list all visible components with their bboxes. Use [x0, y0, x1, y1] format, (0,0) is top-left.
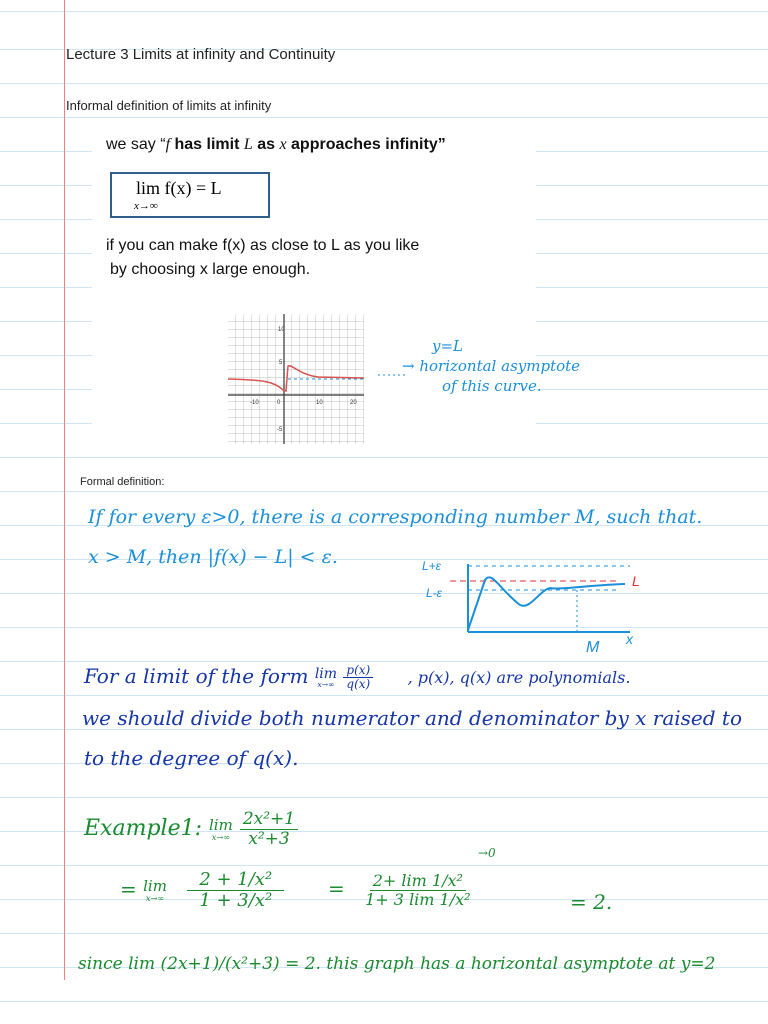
informal-definition-image	[92, 124, 536, 454]
example-step-2: = $\frac{\text{2+ lim 1/x²}}{\text{1+ 3 lim 1/x²}}$	[328, 871, 471, 909]
example-result: = 2.	[570, 890, 613, 914]
svg-text:10: 10	[278, 327, 285, 333]
margin-line	[64, 0, 65, 980]
formal-line-2: x > M, then |f(x) − L| < ε.	[88, 546, 338, 568]
page-title: Lecture 3 Limits at infinity and Continuity	[66, 46, 336, 63]
rational-line-3: to the degree of q(x).	[84, 746, 299, 770]
svg-text:x: x	[626, 631, 633, 647]
svg-text:10: 10	[316, 400, 323, 406]
svg-text:L: L	[632, 573, 640, 589]
condition-text: if you can make f(x) as close to L as you like by choosing x large enough.	[106, 237, 420, 278]
asymptote-graph	[228, 314, 364, 444]
section-heading-formal: Formal definition:	[80, 476, 165, 488]
section-heading-informal: Informal definition of limits at infinity	[66, 98, 272, 113]
svg-text:0: 0	[277, 400, 281, 406]
svg-text:-10: -10	[250, 400, 259, 406]
statement: we say “f has limit L as x approaches infinity”	[106, 136, 446, 153]
svg-text:L-ε: L-ε	[426, 586, 442, 600]
zero-annotation: →0	[478, 846, 496, 860]
rational-line-2: we should divide both numerator and denominator by x raised to	[82, 706, 742, 730]
svg-text:L+ε: L+ε	[422, 559, 441, 573]
epsilon-sketch	[420, 540, 650, 660]
svg-text:M: M	[586, 639, 600, 656]
formal-line-1: If for every ε>0, there is a corresponding number M, such that.	[88, 506, 703, 528]
svg-text:5: 5	[279, 360, 283, 366]
rational-line-1: For a limit of the form lim x→∞ $\frac{p(x)}{q(x)}$ , p(x), q(x) are polynomials.	[84, 663, 631, 692]
limit-formula-box: lim f(x) = L x→∞	[110, 172, 270, 218]
svg-text:20: 20	[350, 400, 357, 406]
example-step-1: = lim x→∞ $\frac{\text{2 + 1/x²}}{\text{1 + 3/x²}}$	[120, 870, 284, 911]
example-statement: Example1: lim x→∞ $\frac{\text{2x²+1}}{\text{x²+3}}$	[84, 810, 298, 848]
svg-text:-5: -5	[277, 427, 283, 433]
example-conclusion: since lim (2x+1)/(x²+3) = 2. this graph has a horizontal asymptote at y=2	[78, 954, 716, 974]
asymptote-note: y=L → horizontal asymptote of this curve.	[402, 337, 581, 395]
